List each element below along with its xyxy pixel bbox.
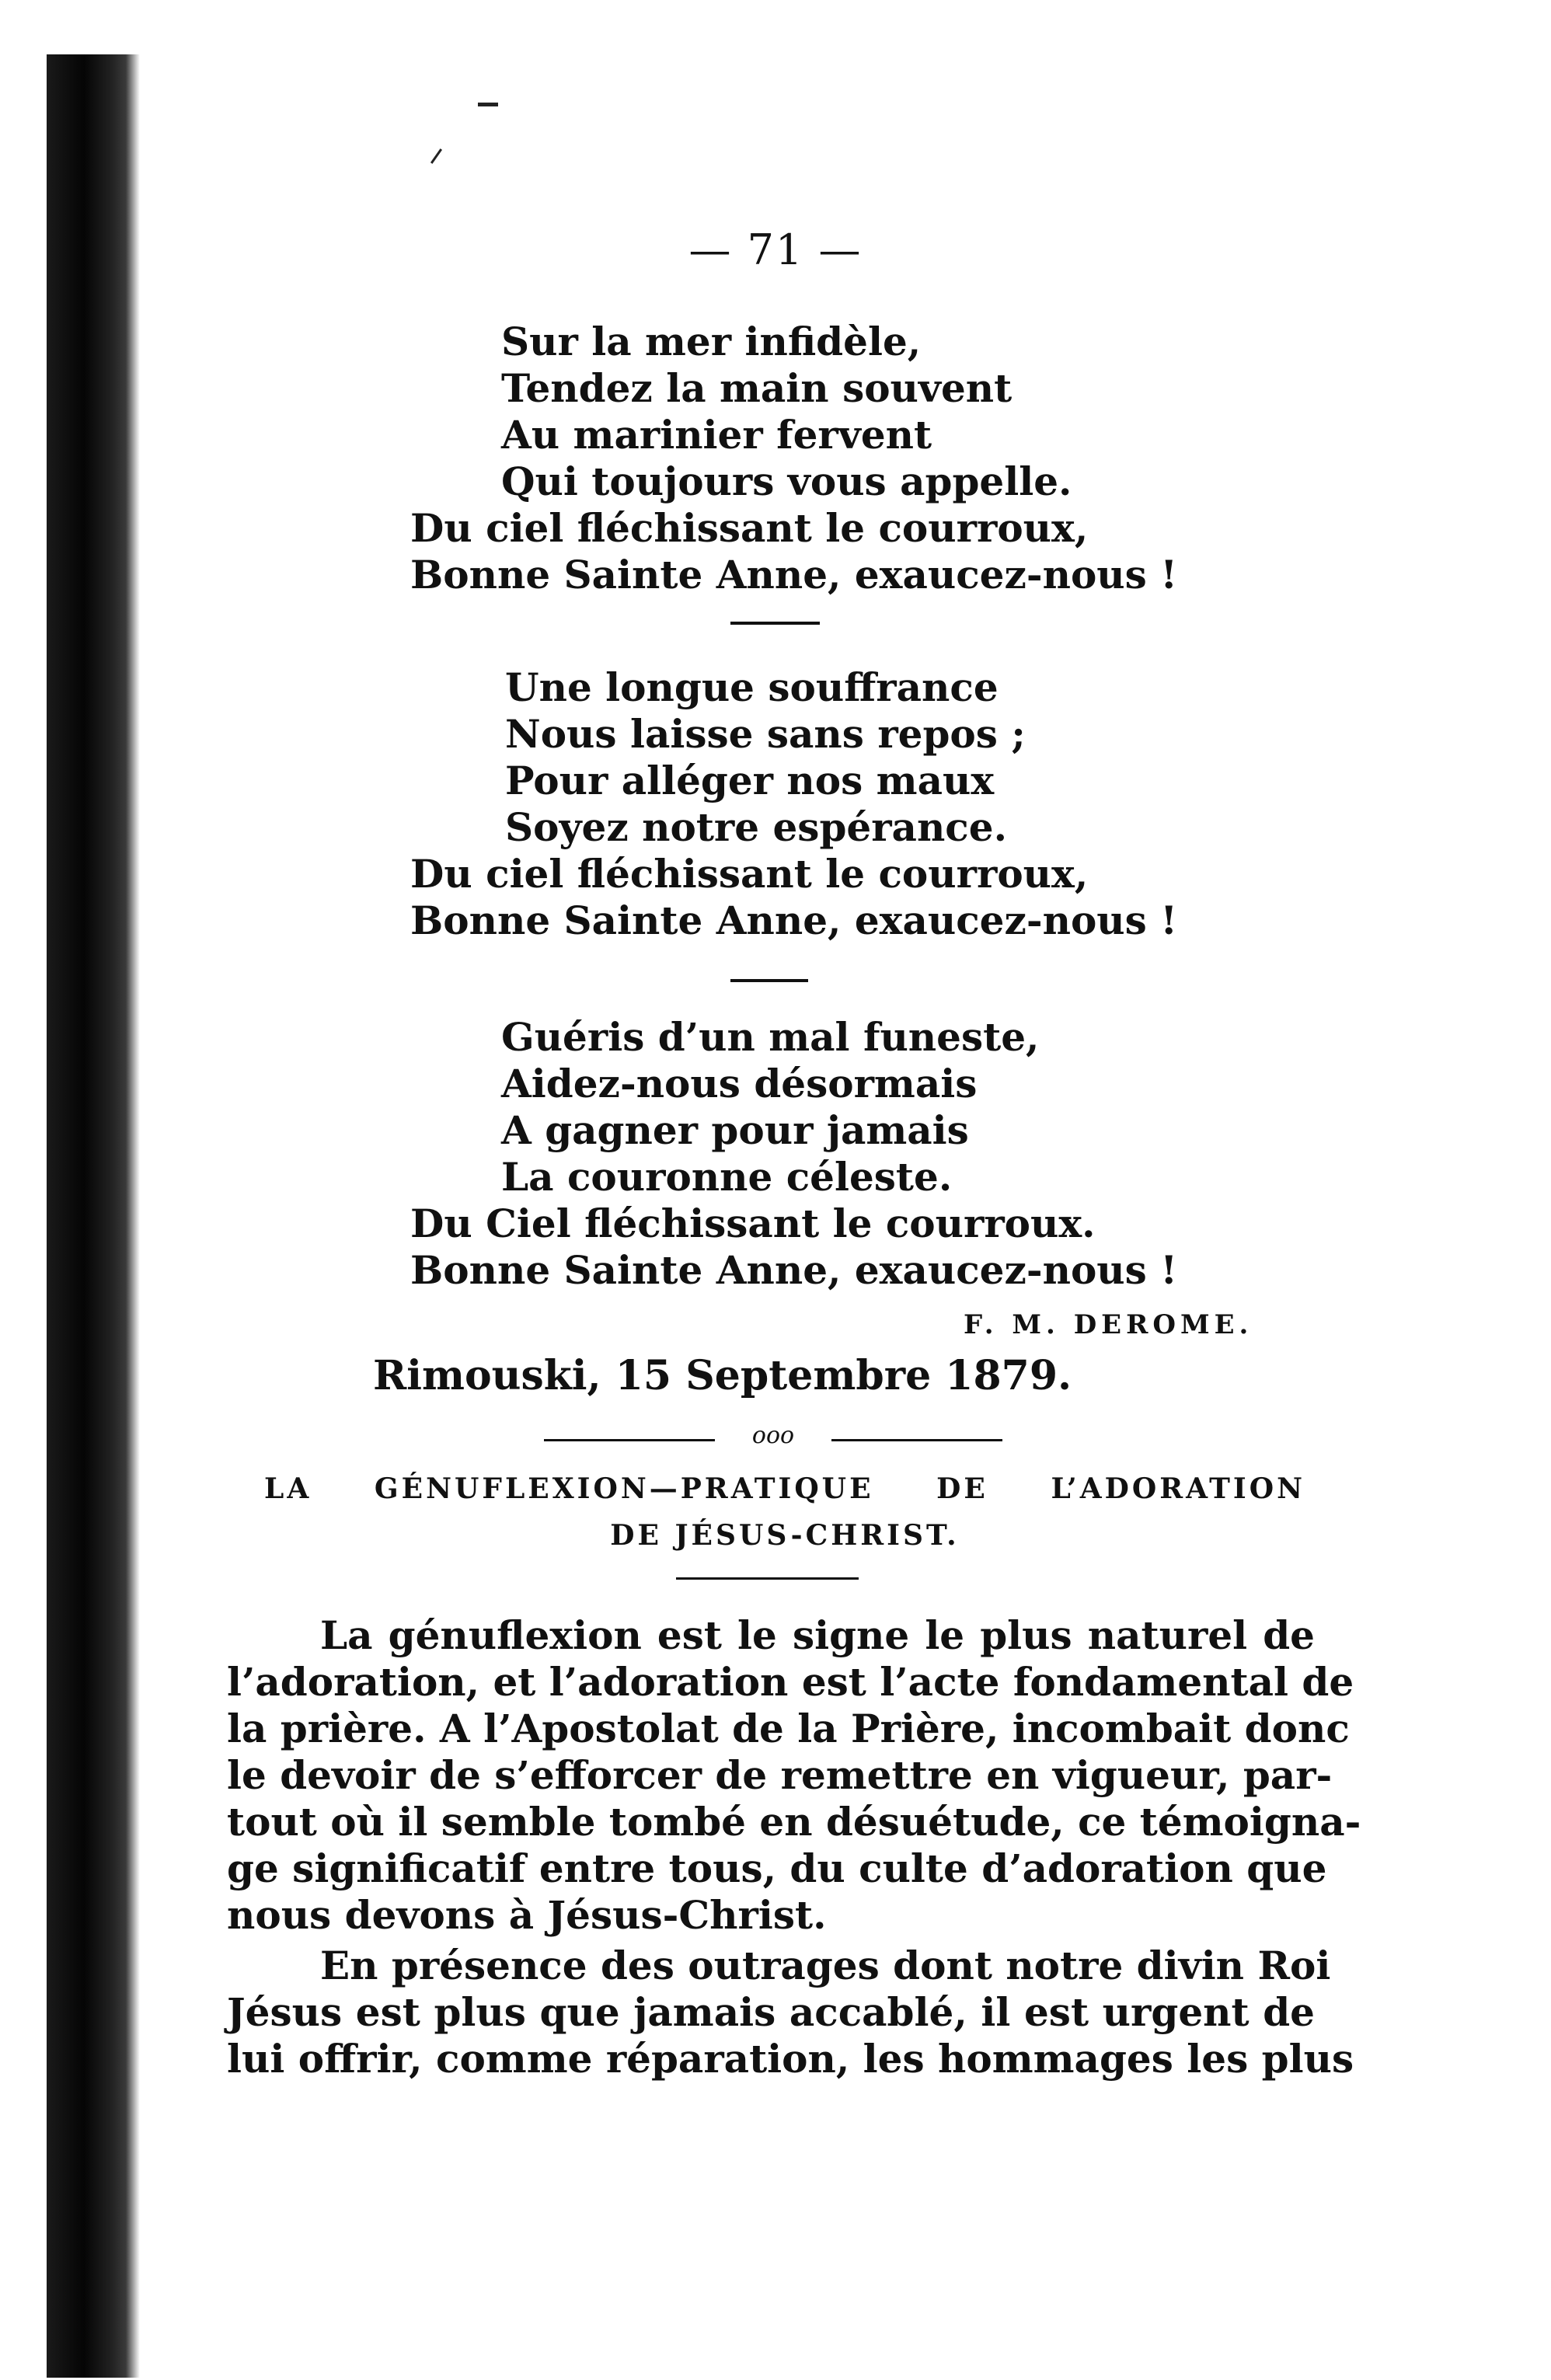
article-title-continued: DE JÉSUS-CHRIST. — [610, 1519, 960, 1552]
paragraph-line: ge significatif entre tous, du culte d’adoration que — [227, 1845, 1327, 1891]
ink-speck — [478, 103, 498, 106]
poem-refrain-line: Bonne Sainte Anne, exaucez-nous ! — [410, 1247, 1178, 1293]
book-binding-edge — [47, 54, 140, 2378]
paragraph-line: tout où il semble tombé en désuétude, ce témoigna- — [227, 1799, 1361, 1845]
paragraph-line: En présence des outrages dont notre divin Roi — [320, 1943, 1331, 1988]
poem-line: Pour alléger nos maux — [505, 758, 995, 803]
poem-refrain-line: Du ciel fléchissant le courroux, — [410, 851, 1089, 897]
poem-refrain-line: Du Ciel fléchissant le courroux. — [410, 1200, 1096, 1246]
paragraph-line: Jésus est plus que jamais accablé, il est urgent de — [227, 1989, 1315, 2035]
paragraph-line: lui offrir, comme réparation, les hommages les plus — [227, 2036, 1354, 2082]
poem-line: A gagner pour jamais — [501, 1107, 969, 1153]
page-number: — 71 — — [688, 225, 863, 274]
poem-line: Sur la mer infidèle, — [501, 319, 922, 364]
dateline: Rimouski, 15 Septembre 1879. — [373, 1352, 1072, 1399]
stanza-separator — [730, 622, 820, 625]
ink-speck — [430, 148, 442, 164]
article-paragraph-1 — [227, 1612, 1361, 1939]
poem-refrain-line: Du ciel fléchissant le courroux, — [410, 505, 1089, 551]
stanza-separator — [730, 979, 808, 982]
poem-line: Tendez la main souvent — [501, 365, 1013, 411]
paragraph-line: le devoir de s’efforcer de remettre en vigueur, par- — [227, 1752, 1333, 1798]
paragraph-line: l’adoration, et l’adoration est l’acte fondamental de — [227, 1659, 1354, 1705]
poem-line: Une longue souffrance — [505, 664, 999, 710]
poem-line: Qui toujours vous appelle. — [501, 458, 1072, 504]
paragraph-line: nous devons à Jésus-Christ. — [227, 1892, 827, 1938]
paragraph-line: La génuflexion est le signe le plus naturel de — [320, 1612, 1315, 1658]
poem-refrain-line: Bonne Sainte Anne, exaucez-nous ! — [410, 897, 1178, 943]
poem-line: Au marinier fervent — [501, 412, 932, 458]
poem-line: La couronne céleste. — [501, 1154, 953, 1200]
section-separator: ooo — [544, 1422, 1002, 1449]
poem-refrain-line: Bonne Sainte Anne, exaucez-nous ! — [410, 552, 1178, 598]
title-rule — [676, 1577, 859, 1580]
poem-line: Guéris d’un mal funeste, — [501, 1014, 1040, 1060]
article-title: LA GÉNUFLEXION—PRATIQUE DE L’ADORATION — [264, 1472, 1305, 1505]
poem-line: Aidez-nous désormais — [501, 1061, 978, 1106]
paragraph-line: la prière. A l’Apostolat de la Prière, incombait donc — [227, 1706, 1350, 1751]
author-signature: F. M. DEROME. — [964, 1309, 1253, 1340]
poem-line: Soyez notre espérance. — [505, 804, 1007, 850]
poem-line: Nous laisse sans repos ; — [505, 711, 1026, 757]
article-paragraph-2 — [227, 1943, 1354, 2082]
